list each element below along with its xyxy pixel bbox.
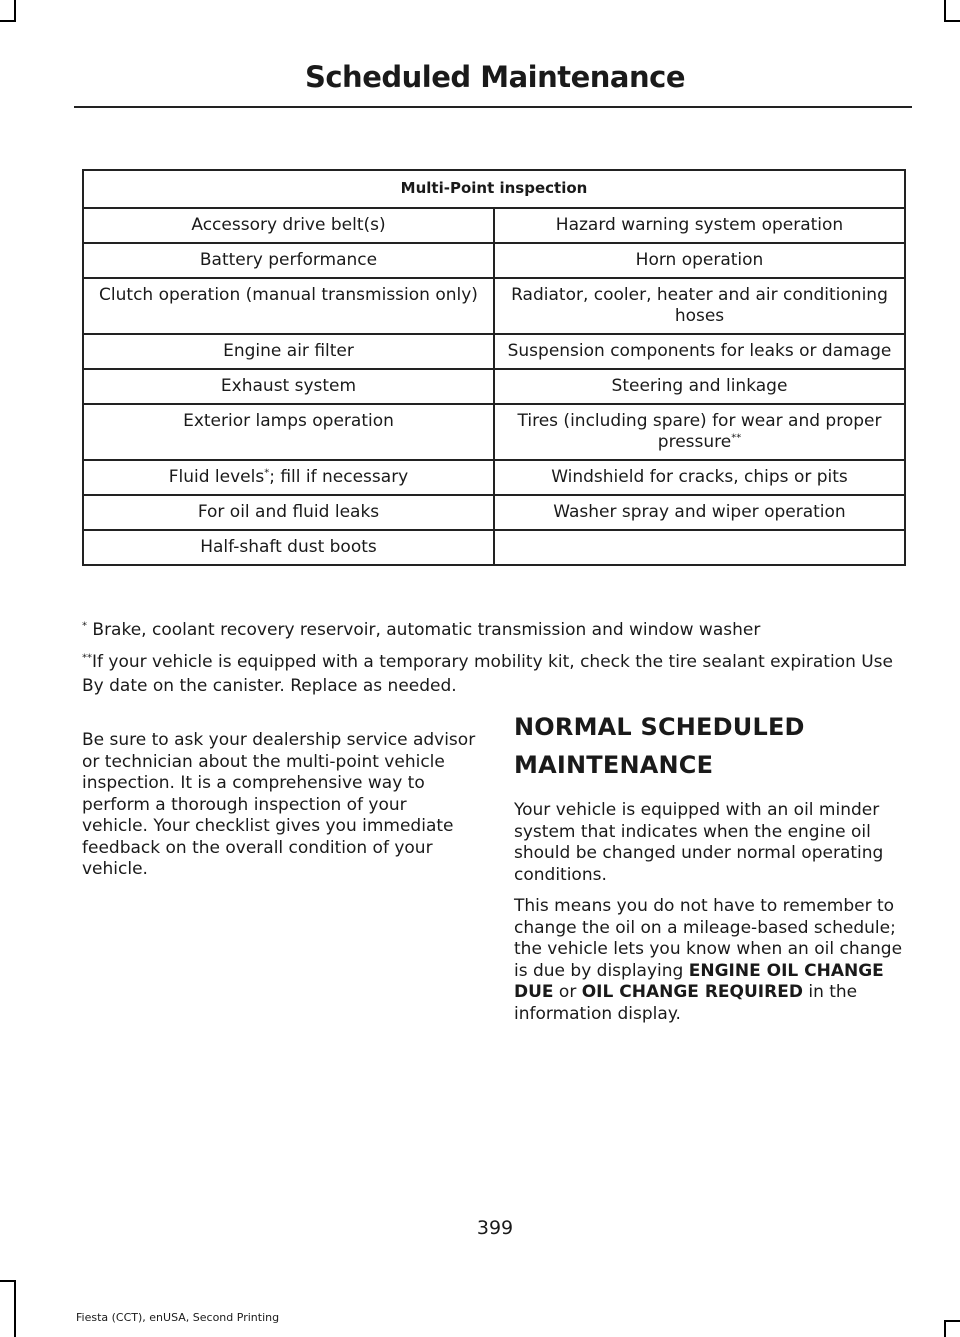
footnote-marker: ** [731, 432, 742, 444]
cell-text-suffix: ; fill if necessary [269, 467, 409, 487]
table-row [83, 530, 905, 565]
header-divider [74, 106, 912, 108]
body-paragraph [514, 896, 909, 1025]
table-cell: Radiator, cooler, heater and air conditioning hoses [494, 278, 905, 334]
crop-mark [0, 20, 16, 22]
footer-info: Fiesta (CCT), enUSA, Second Printing [76, 1311, 280, 1324]
table-cell: Horn operation [494, 243, 905, 278]
crop-mark [944, 20, 960, 22]
table-cell: Exhaust system [83, 369, 494, 404]
table-cell: Engine air filter [83, 334, 494, 369]
cell-text: Fluid levels [168, 467, 265, 487]
left-column [82, 730, 477, 891]
footnote-marker: * [264, 467, 270, 479]
table-cell: Windshield for cracks, chips or pits [494, 460, 905, 495]
table-row [83, 369, 905, 404]
table-row [83, 334, 905, 369]
paragraph-text: This means you do not have to remember to change the oil on a mileage-based schedule; the vehicle lets you know when an oil change is due by displaying [514, 896, 903, 981]
crop-mark [944, 0, 946, 20]
paragraph-text: in the information display. [514, 982, 858, 1024]
table-cell: Battery performance [83, 243, 494, 278]
table-cell: Half-shaft dust boots [83, 530, 494, 565]
table-cell: Hazard warning system operation [494, 208, 905, 243]
page-title: Scheduled Maintenance [304, 60, 686, 94]
message-term: OIL CHANGE REQUIRED [581, 982, 803, 1002]
footnote-double [82, 650, 912, 698]
crop-mark [14, 1280, 16, 1337]
table-cell: Suspension components for leaks or damage [494, 334, 905, 369]
table-title: Multi-Point inspection [83, 170, 905, 208]
table-cell [494, 404, 905, 460]
table-row [83, 243, 905, 278]
footnote-text: If your vehicle is equipped with a temporary mobility kit, check the tire sealant expiration Use By date on the canister. Replace as needed. [82, 652, 894, 696]
table-cell: Steering and linkage [494, 369, 905, 404]
page-number: 399 [476, 1217, 514, 1239]
message-term: ENGINE OIL CHANGE DUE [514, 960, 884, 1002]
footnotes [82, 618, 912, 706]
crop-mark [944, 1320, 946, 1337]
paragraph-text: or [553, 982, 582, 1002]
table-cell [494, 530, 905, 565]
table-cell: Accessory drive belt(s) [83, 208, 494, 243]
body-paragraph: Be sure to ask your dealership service advisor or technician about the multi-point vehicle inspection. It is a comprehensive way to perform a thorough inspection of your vehicle. Your checklist gives you immediate feedback on the overall condition of your vehicle. [82, 730, 476, 879]
crop-mark [944, 1320, 960, 1322]
table-row [83, 404, 905, 460]
table-row [83, 208, 905, 243]
footnote-marker: * [82, 620, 87, 632]
multi-point-inspection-table [82, 169, 906, 566]
footnote-marker: ** [82, 652, 92, 664]
section-heading: NORMAL SCHEDULED MAINTENANCE [514, 713, 805, 779]
footnote-single [82, 618, 912, 642]
cell-text: Tires (including spare) for wear and proper pressure [517, 411, 882, 452]
table-row [83, 495, 905, 530]
table-cell: For oil and fluid leaks [83, 495, 494, 530]
crop-mark [14, 0, 16, 20]
table-cell: Washer spray and wiper operation [494, 495, 905, 530]
right-column [514, 708, 909, 1035]
table-header-row [83, 170, 905, 208]
table-row [83, 278, 905, 334]
crop-mark [0, 1280, 16, 1282]
footnote-text: Brake, coolant recovery reservoir, automatic transmission and window washer [87, 620, 761, 640]
table-cell: Clutch operation (manual transmission only) [83, 278, 494, 334]
table-cell [83, 460, 494, 495]
table-cell: Exterior lamps operation [83, 404, 494, 460]
body-paragraph: Your vehicle is equipped with an oil minder system that indicates when the engine oil should be changed under normal operating conditions. [514, 800, 884, 885]
table-row [83, 460, 905, 495]
